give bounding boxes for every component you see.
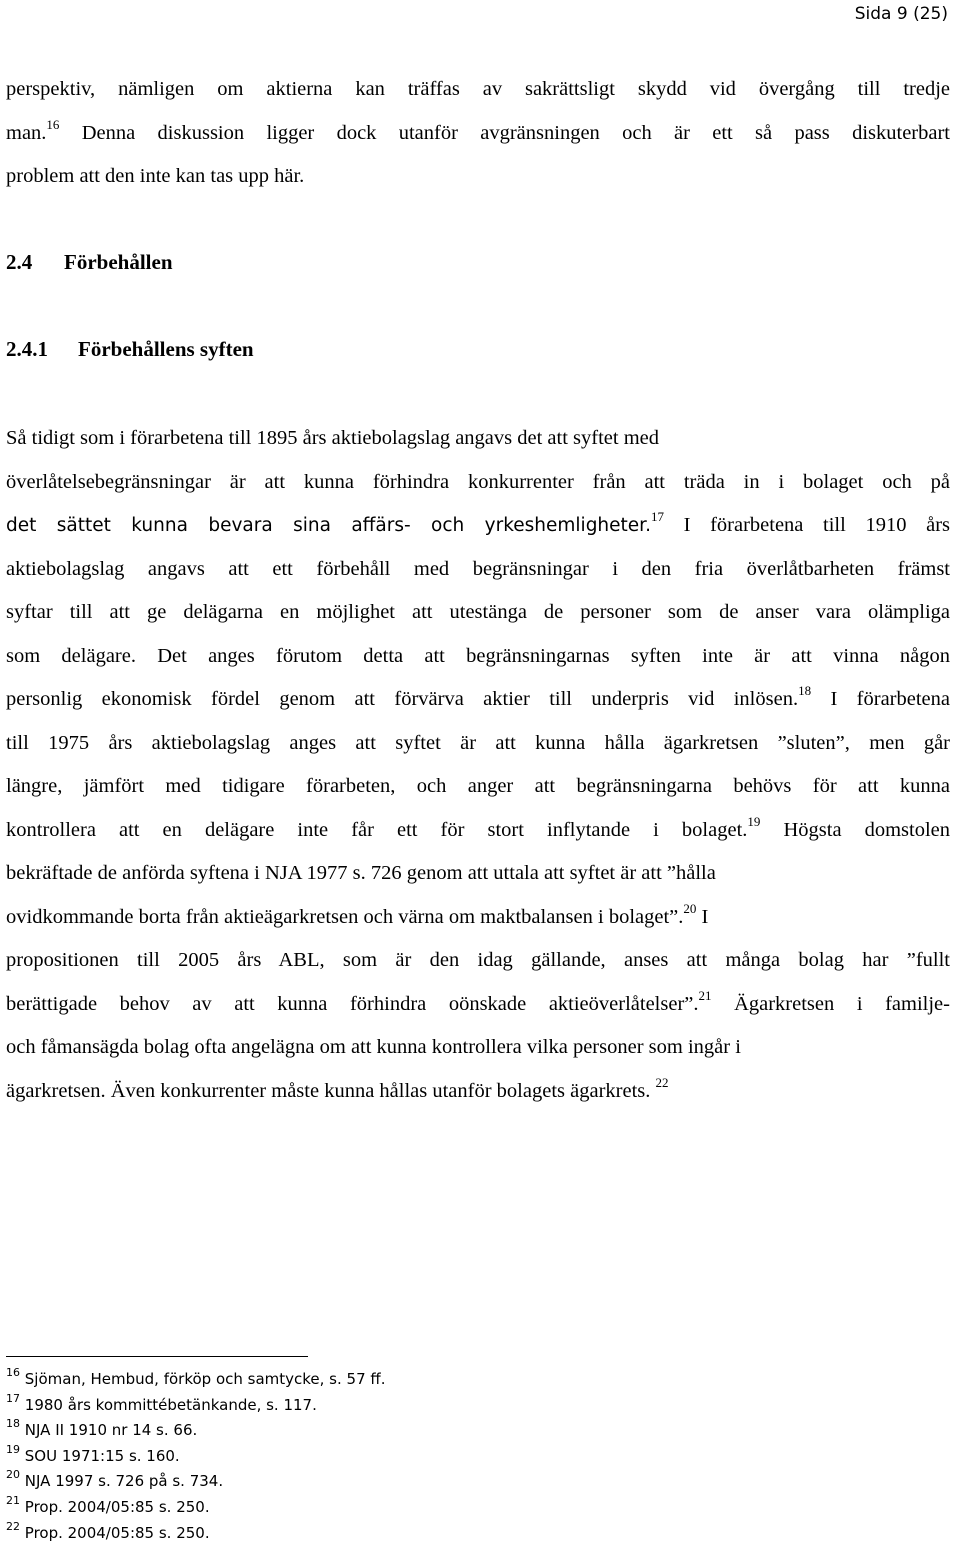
footnote-text: Prop. 2004/05:85 s. 250.: [24, 1497, 210, 1516]
text-line: till 1975 års aktiebolagslag anges att syftet är att kunna hålla ägarkretsen ”sluten”, men går: [6, 731, 950, 754]
text-fragment: I förarbetena till 1910 års: [663, 514, 950, 536]
footnote-separator: [6, 1356, 308, 1357]
subsection-heading: [6, 337, 254, 362]
footnote-text: SOU 1971:15 s. 160.: [24, 1446, 180, 1465]
footnote-item: [6, 1443, 386, 1469]
continuation-paragraph: [6, 68, 950, 199]
text-line: [6, 678, 950, 722]
section-title: Förbehållen: [64, 250, 173, 274]
footnote-item: [6, 1494, 386, 1520]
text-line: [6, 896, 950, 940]
subsection-title: Förbehållens syften: [78, 337, 254, 361]
section-number: 2.4: [6, 250, 33, 274]
text-line: perspektiv, nämligen om aktierna kan träffas av sakrättsligt skydd vid övergång till tredje: [6, 78, 950, 100]
text-fragment: I förarbetena: [811, 688, 950, 710]
text-line: aktiebolagslag angavs att ett förbehåll med begränsningar i den fria överlåtbarheten främst: [6, 557, 950, 580]
text-line: bekräftade de anförda syftena i NJA 1977 s. 726 genom att uttala att syftet är att ”hålla: [6, 862, 716, 884]
text-fragment: man.: [6, 121, 47, 144]
footnote-number: 20: [6, 1468, 20, 1482]
text-line: Så tidigt som i förarbetena till 1895 års aktiebolagslag angavs det att syftet med: [6, 427, 659, 449]
footnote-ref-16[interactable]: 16: [46, 116, 60, 132]
text-fragment: ägarkretsen. Även konkurrenter måste kunna hållas utanför bolagets ägarkrets.: [6, 1079, 656, 1102]
text-fragment: Högsta domstolen: [760, 818, 951, 841]
page-number: Sida 9 (25): [854, 4, 948, 24]
footnote-number: 19: [6, 1442, 20, 1456]
text-line: och fåmansägda bolag ofta angelägna om att kunna kontrollera vilka personer som ingår i: [6, 1036, 741, 1058]
text-fragment: I: [696, 905, 709, 928]
text-line: [6, 809, 950, 853]
footnote-text: NJA 1997 s. 726 på s. 734.: [24, 1472, 224, 1491]
footnote-text: NJA II 1910 nr 14 s. 66.: [24, 1421, 198, 1440]
text-line: propositionen till 2005 års ABL, som är den idag gällande, anses att många bolag har ”fullt: [6, 949, 950, 971]
text-fragment: Denna diskussion ligger dock utanför avgränsningen och är ett så pass diskuterbart: [59, 121, 950, 144]
footnote-ref-18[interactable]: 18: [798, 683, 812, 698]
text-line: [6, 112, 950, 156]
footnote-text: 1980 års kommittébetänkande, s. 117.: [24, 1395, 317, 1414]
footnote-ref-21[interactable]: 21: [698, 987, 712, 1003]
text-fragment: Ägarkretsen i familje-: [711, 992, 950, 1015]
footnote-ref-19[interactable]: 19: [747, 813, 761, 829]
footnote-ref-17[interactable]: 17: [650, 509, 664, 524]
footnote-item: [6, 1520, 386, 1546]
text-line: som delägare. Det anges förutom detta att begränsningarnas syften inte är att vinna någon: [6, 644, 950, 667]
footnote-text: Prop. 2004/05:85 s. 250.: [24, 1523, 210, 1542]
footnote-number: 17: [6, 1391, 20, 1405]
footnote-item: [6, 1468, 386, 1494]
section-heading: [6, 250, 173, 275]
footnote-ref-20[interactable]: 20: [683, 900, 697, 916]
footnote-number: 22: [6, 1519, 20, 1533]
footnote-list: [6, 1366, 386, 1545]
footnote-text: Sjöman, Hembud, förköp och samtycke, s. 57 ff.: [24, 1370, 386, 1388]
text-fragment: kontrollera att en delägare inte får ett för stort inflytande i bolaget.: [6, 818, 748, 841]
text-fragment: personlig ekonomisk fördel genom att förvärva aktier till underpris vid inlösen.: [6, 688, 799, 710]
subsection-number: 2.4.1: [6, 337, 48, 361]
text-line: syftar till att ge delägarna en möjlighet att utestänga de personer som de anser vara olämpliga: [6, 601, 950, 623]
text-fragment: ovidkommande borta från aktieägarkretsen och värna om maktbalansen i bolaget”.: [6, 905, 684, 928]
footnote-item: [6, 1417, 386, 1443]
footnote-number: 18: [6, 1417, 20, 1431]
footnote-number: 21: [6, 1493, 20, 1507]
main-paragraph: [6, 417, 950, 1113]
text-fragment: berättigade behov av att kunna förhindra oönskade aktieöverlåtelser”.: [6, 992, 699, 1015]
text-line: problem att den inte kan tas upp här.: [6, 165, 305, 187]
footnote-number: 16: [6, 1366, 20, 1379]
footnote-ref-22[interactable]: 22: [655, 1074, 669, 1090]
footnote-item: [6, 1366, 386, 1392]
footnote-item: [6, 1392, 386, 1418]
text-line: [6, 1070, 950, 1114]
text-line: [6, 504, 950, 548]
text-line: [6, 983, 950, 1027]
text-line: längre, jämfört med tidigare förarbeten, och anger att begränsningarna behövs för att kunna: [6, 775, 950, 797]
text-fragment: det sättet kunna bevara sina affärs- och yrkeshemligheter.: [6, 515, 651, 536]
text-line: överlåtelsebegränsningar är att kunna förhindra konkurrenter från att träda in i bolaget och på: [6, 470, 950, 493]
